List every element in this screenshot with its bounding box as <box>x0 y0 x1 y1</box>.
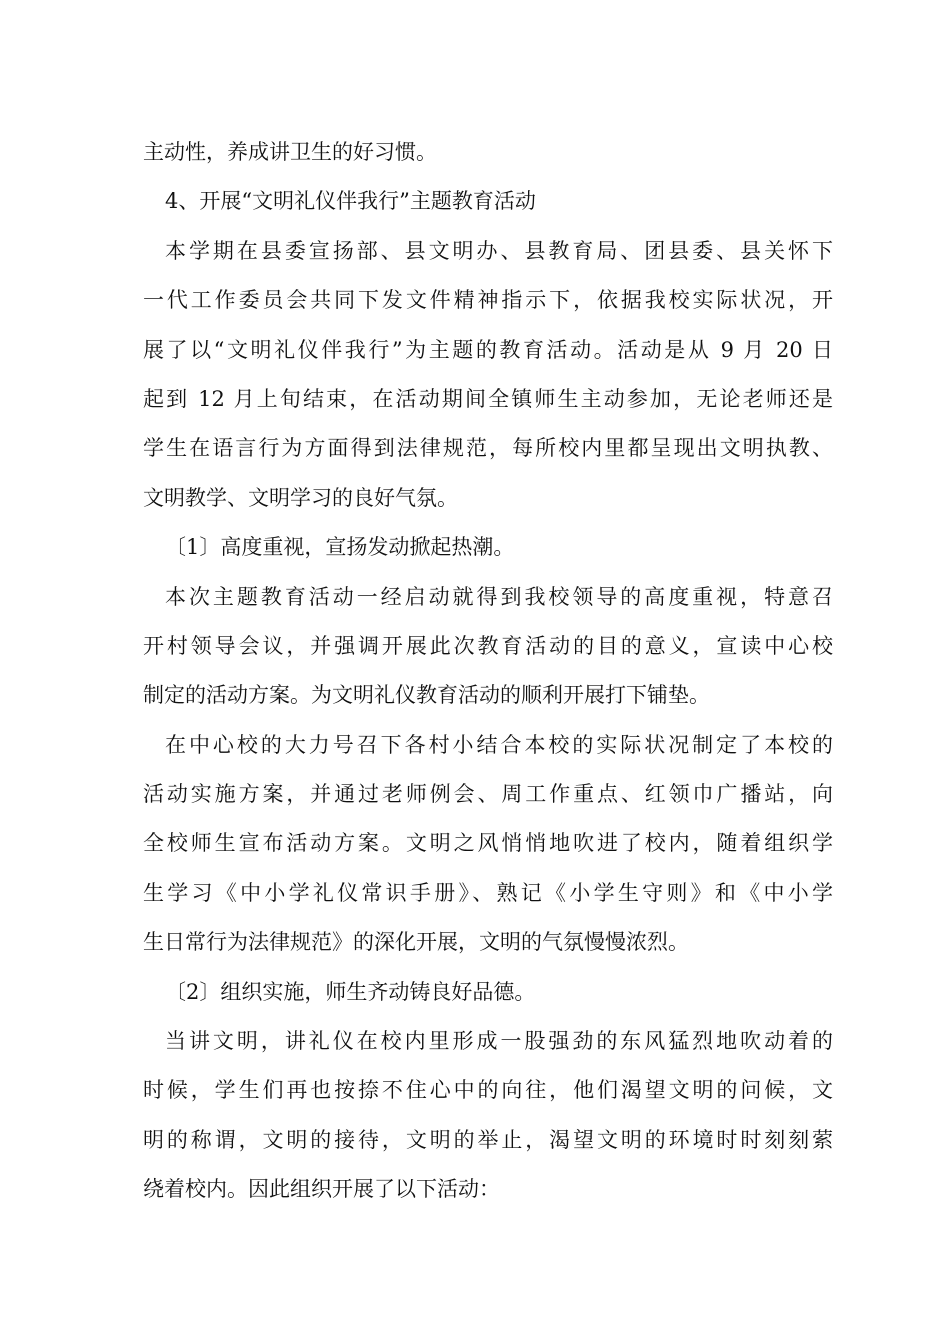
text-line: 主动性，养成讲卫生的好习惯。 <box>143 140 437 164</box>
text-line: 本次主题教育活动一经启动就得到我校领导的高度重视，特意召 <box>165 584 833 609</box>
text-line: 生日常行为法律规范》的深化开展，文明的气氛慢慢浓烈。 <box>143 930 689 955</box>
text-line: 当讲文明，讲礼仪在校内里形成一股强劲的东风猛烈地吹动着的 <box>165 1029 833 1054</box>
text-line: 起到 12 月上旬结束，在活动期间全镇师生主动参加，无论老师还是 <box>143 386 833 411</box>
text-line: 一代工作委员会共同下发文件精神指示下，依据我校实际状况，开 <box>143 288 833 313</box>
text-line: 文明教学、文明学习的良好气氛。 <box>143 485 458 510</box>
text-line: 绕着校内。因此组织开展了以下活动： <box>143 1177 500 1202</box>
section-heading: 4、开展“文明礼仪伴我行”主题教育活动 <box>165 189 536 214</box>
text-line: 学生在语言行为方面得到法律规范，每所校内里都呈现出文明执教、 <box>143 436 833 461</box>
text-line: 展了以“文明礼仪伴我行”为主题的教育活动。活动是从 9 月 20 日 <box>143 337 833 362</box>
text-line: 在中心校的大力号召下各村小结合本校的实际状况制定了本校的 <box>165 732 833 757</box>
subsection-heading: 〔1〕高度重视，宣扬发动掀起热潮。 <box>165 535 515 560</box>
text-line: 生学习《中小学礼仪常识手册》、熟记《小学生守则》和《中小学 <box>143 880 833 905</box>
body-text <box>143 128 833 1215</box>
text-line: 全校师生宣布活动方案。文明之风悄悄地吹进了校内，随着组织学 <box>143 831 833 856</box>
subsection-heading: 〔2〕组织实施，师生齐动铸良好品德。 <box>165 979 536 1004</box>
text-line: 时候，学生们再也按捺不住心中的向往，他们渴望文明的问候，文 <box>143 1078 833 1103</box>
text-line: 活动实施方案，并通过老师例会、周工作重点、红领巾广播站，向 <box>143 782 833 807</box>
text-line: 明的称谓，文明的接待，文明的举止，渴望文明的环境时时刻刻萦 <box>143 1127 833 1152</box>
text-line: 本学期在县委宣扬部、县文明办、县教育局、团县委、县关怀下 <box>165 238 833 263</box>
text-line: 开村领导会议，并强调开展此次教育活动的目的意义，宣读中心校 <box>143 633 833 658</box>
text-line: 制定的活动方案。为文明礼仪教育活动的顺利开展打下铺垫。 <box>143 683 710 708</box>
